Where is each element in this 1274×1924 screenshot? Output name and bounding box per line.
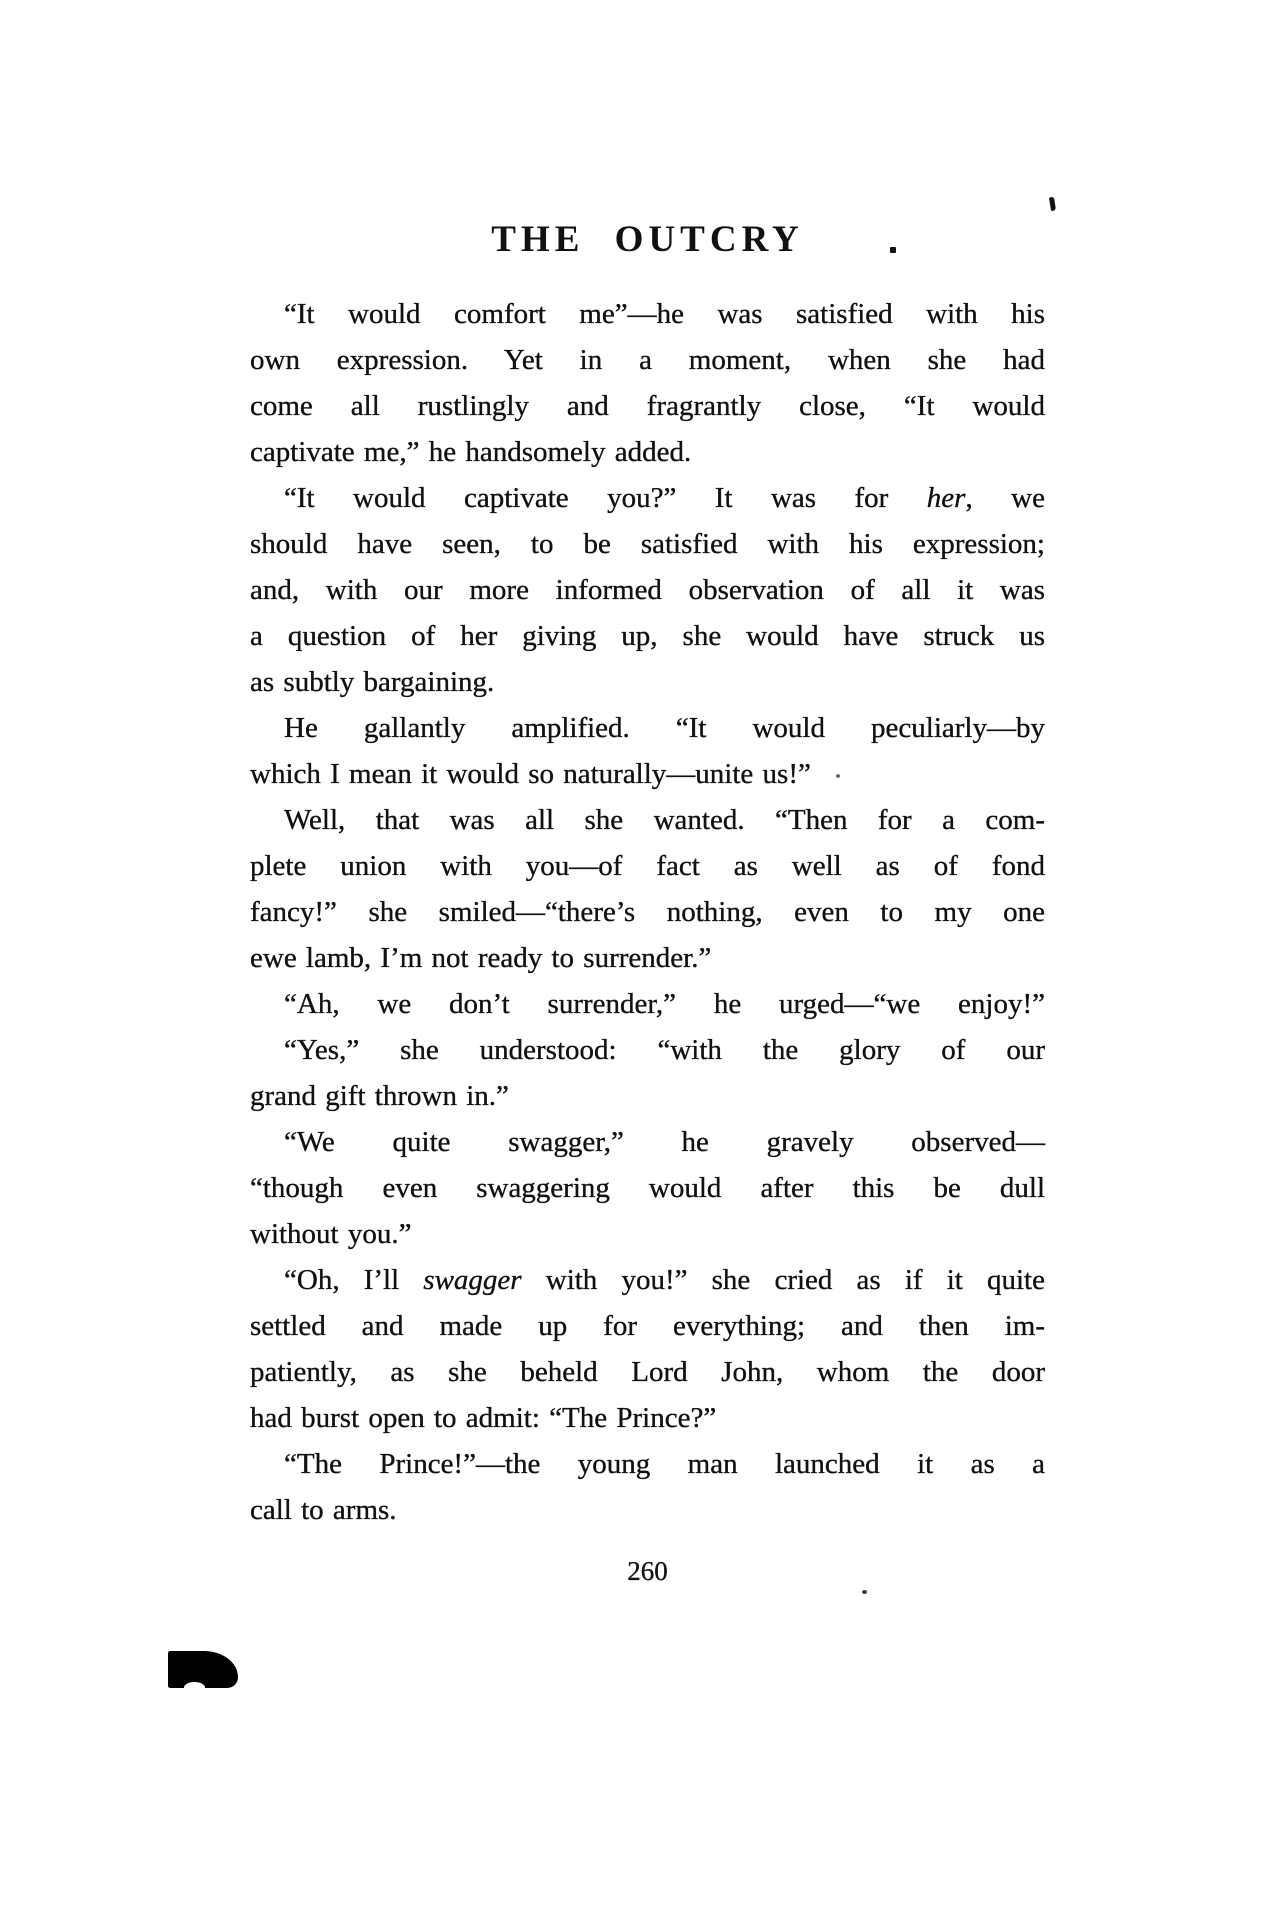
ink-speck [836,774,840,778]
text-segment: call to arms. [250,1494,397,1526]
text-segment: grand gift thrown in.” [250,1080,509,1112]
text-segment: without you.” [250,1218,412,1250]
text-segment: “Yes,” she understood: “with the glory of our [284,1034,1045,1066]
text-line [250,1073,1045,1119]
text-line [250,337,1045,383]
paragraph [250,1257,1045,1441]
text-segment: settled and made up for everything; and then im- [250,1310,1045,1342]
page-body [250,291,1045,1533]
text-segment: as subtly bargaining. [250,666,495,698]
text-line [250,1349,1045,1395]
text-line [250,567,1045,613]
scan-artifact-blob [168,1651,238,1688]
paragraph [250,475,1045,705]
text-segment: Well, that was all she wanted. “Then for a com- [284,804,1045,836]
text-line [250,705,1045,751]
text-line [250,1303,1045,1349]
scan-mark-apostrophe [1049,197,1056,212]
text-segment: “The Prince!”—the young man launched it as a [284,1448,1045,1480]
text-line [250,981,1045,1027]
ink-dot-after-title [890,247,896,253]
text-line [250,291,1045,337]
text-segment: ewe lamb, I’m not ready to surrender.” [250,942,712,974]
text-segment: fancy!” she smiled—“there’s nothing, even to my one [250,896,1045,928]
paragraph [250,705,1045,797]
text-segment: patiently, as she beheld Lord John, whom the door [250,1356,1045,1388]
page-number: 260 [627,1556,668,1586]
text-line [250,797,1045,843]
paragraph [250,1441,1045,1533]
text-segment: “It would captivate you?” It was for [284,482,927,514]
text-segment: with you!” she cried as if it quite [521,1264,1045,1296]
text-line [250,843,1045,889]
text-line [250,1395,1045,1441]
text-segment: captivate me,” he handsomely added. [250,436,692,468]
text-line [250,429,1045,475]
scan-artifact-notch [184,1682,205,1693]
text-segment: had burst open to admit: “The Prince?” [250,1402,717,1434]
paragraph [250,981,1045,1027]
italic-text: her [926,482,966,514]
paragraph [250,1119,1045,1257]
ink-speck [862,1590,867,1594]
paragraph [250,1027,1045,1119]
text-line [250,613,1045,659]
text-segment: own expression. Yet in a moment, when she had [250,344,1045,376]
text-line [250,1211,1045,1257]
text-line [250,1119,1045,1165]
text-line [250,935,1045,981]
paragraph [250,291,1045,475]
text-segment: a question of her giving up, she would have struck us [250,620,1045,652]
text-segment: plete union with you—of fact as well as of fond [250,850,1045,882]
paragraph [250,797,1045,981]
text-line [250,889,1045,935]
text-line [250,1027,1045,1073]
text-line [250,1165,1045,1211]
page-title: THE OUTCRY [491,219,804,260]
text-segment: “though even swaggering would after this be dull [250,1172,1045,1204]
text-segment: and, with our more informed observation of all it was [250,574,1045,606]
text-segment: , we [965,482,1045,514]
text-segment: “Oh, I’ll [284,1264,424,1296]
text-line [250,751,1045,797]
text-line [250,475,1045,521]
text-line [250,383,1045,429]
text-line [250,1487,1045,1533]
text-segment: “We quite swagger,” he gravely observed— [284,1126,1045,1158]
text-segment: come all rustlingly and fragrantly close, “It would [250,390,1045,422]
text-segment: He gallantly amplified. “It would peculiarly—by [284,712,1045,744]
text-segment: should have seen, to be satisfied with his expression; [250,528,1045,560]
italic-text: swagger [423,1264,522,1296]
text-line [250,659,1045,705]
text-line [250,1441,1045,1487]
text-segment: “Ah, we don’t surrender,” he urged—“we enjoy!” [284,988,1045,1020]
text-line [250,521,1045,567]
text-segment: “It would comfort me”—he was satisfied with his [284,298,1045,330]
text-line [250,1257,1045,1303]
text-segment: which I mean it would so naturally—unite us!” [250,758,811,790]
